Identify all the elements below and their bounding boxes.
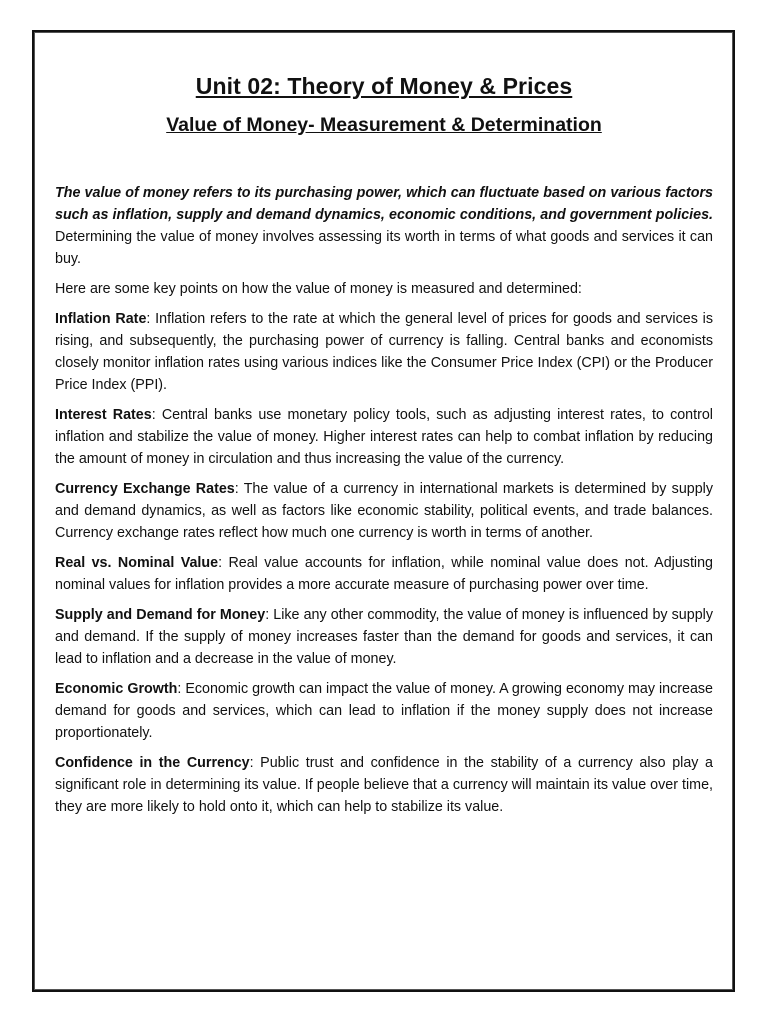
point-currency-exchange-rates xyxy=(55,478,713,544)
overview-paragraph: Here are some key points on how the value of money is measured and determined: xyxy=(55,281,582,297)
page-title: Unit 02: Theory of Money & Prices xyxy=(195,73,573,99)
point-term: Inflation Rate xyxy=(55,311,147,327)
intro-rest: Determining the value of money involves assessing its worth in terms of what goods and services it can buy. xyxy=(55,229,713,267)
point-text: : Economic growth can impact the value of money. A growing economy may increase demand for goods and services, which can lead to inflation if the money supply does not increase proportionately. xyxy=(55,681,714,741)
point-term: Interest Rates xyxy=(55,407,152,423)
point-text: : Public trust and confidence in the stability of a currency also play a significant role in determining its value. If people believe that a currency will maintain its value over time, they are more likely to hold onto it, which can help to stabilize its value. xyxy=(55,755,713,815)
point-term: Confidence in the Currency xyxy=(55,755,250,771)
point-inflation-rate xyxy=(55,308,713,396)
document-body xyxy=(55,70,713,818)
point-text: : Central banks use monetary policy tools, such as adjusting interest rates, to control inflation and stabilize the value of money. Higher interest rates can help to combat inflation by reducing the amount of money in circulation and thus increasing the value of the currency. xyxy=(55,407,713,467)
point-text: : Like any other commodity, the value of money is influenced by supply and demand. If the supply of money increases faster than the demand for goods and services, it can lead to inflation and a decrease in the value of money. xyxy=(55,607,713,667)
point-term: Real vs. Nominal Value xyxy=(55,555,219,571)
point-text: : Real value accounts for inflation, while nominal value does not. Adjusting nominal values for inflation provides a more accurate measure of purchasing power over time. xyxy=(55,555,713,593)
point-text: : Inflation refers to the rate at which the general level of prices for goods and services is rising, and subsequently, the purchasing power of currency is falling. Central banks and economists closely monitor inflation rates using various indices like the Consumer Price Index (CPI) or the Producer Price Index (PPI). xyxy=(55,311,713,393)
page-subtitle: Value of Money- Measurement & Determination xyxy=(166,114,602,136)
point-confidence-in-currency xyxy=(55,752,713,818)
point-term: Currency Exchange Rates xyxy=(55,481,235,497)
point-term: Supply and Demand for Money xyxy=(55,607,266,623)
point-real-vs-nominal-value xyxy=(55,552,713,596)
intro-lead: The value of money refers to its purchasing power, which can fluctuate based on various factors such as inflation, supply and demand dynamics, economic conditions, and government policies. xyxy=(55,185,713,223)
point-economic-growth xyxy=(55,678,713,744)
intro-paragraph xyxy=(55,182,713,270)
point-text: : The value of a currency in international markets is determined by supply and demand dynamics, as well as factors like economic stability, political events, and trade balances. Currency exchange rates reflect how much one currency is worth in terms of another. xyxy=(55,481,713,541)
point-interest-rates xyxy=(55,404,713,470)
point-supply-and-demand xyxy=(55,604,713,670)
point-term: Economic Growth xyxy=(55,681,178,697)
